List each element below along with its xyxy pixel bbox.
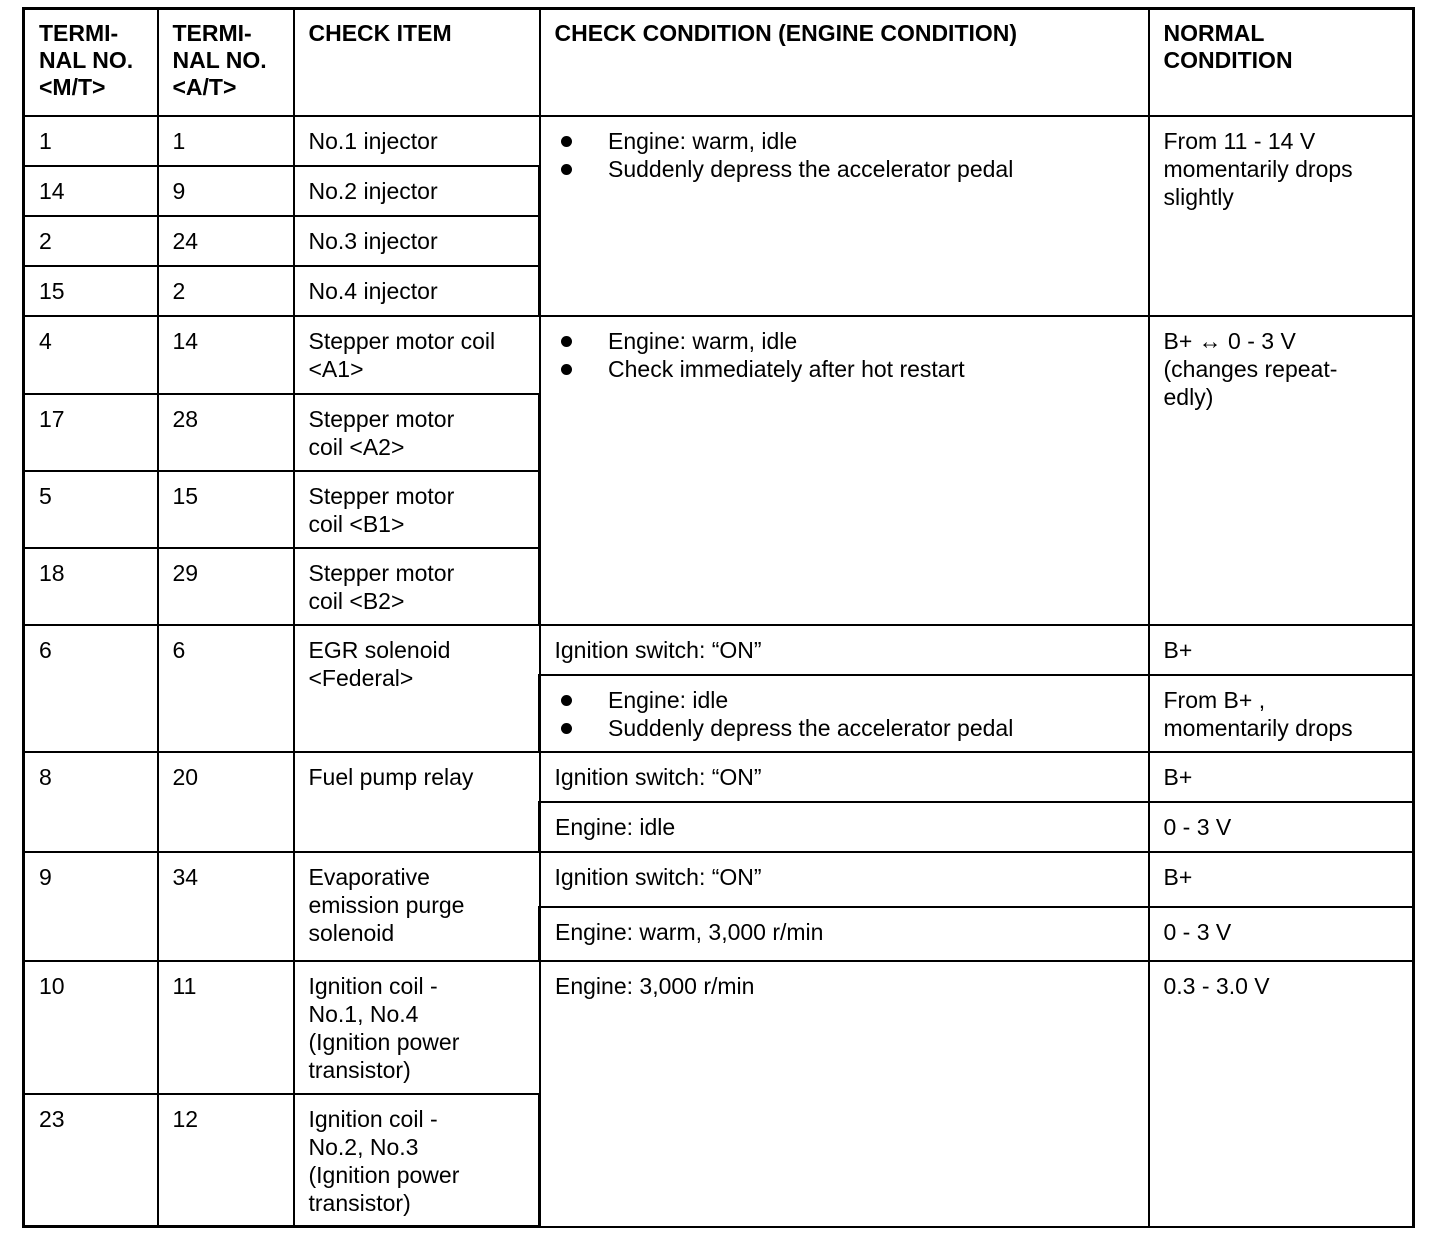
check-condition: Ignition switch: “ON” xyxy=(540,625,1149,675)
condition-bullet: Suddenly depress the accelerator pedal xyxy=(555,714,1134,742)
check-item: Evaporative emission purge solenoid xyxy=(294,852,540,961)
terminal-at: 1 xyxy=(158,116,294,166)
check-item: No.3 injector xyxy=(294,216,540,266)
check-item: No.2 injector xyxy=(294,166,540,216)
terminal-at: 14 xyxy=(158,316,294,394)
check-condition xyxy=(540,675,1149,752)
table-row xyxy=(24,852,1414,907)
check-condition: Ignition switch: “ON” xyxy=(540,852,1149,907)
check-item: Stepper motor coil <A2> xyxy=(294,394,540,471)
header-check-condition: CHECK CONDITION (ENGINE CONDITION) xyxy=(540,9,1149,116)
normal-condition: B+ xyxy=(1149,625,1414,675)
terminal-mt: 23 xyxy=(24,1094,158,1227)
terminal-at: 12 xyxy=(158,1094,294,1227)
header-terminal-mt: TERMI- NAL NO. <M/T> xyxy=(24,9,158,116)
terminal-at: 20 xyxy=(158,752,294,852)
check-item: Ignition coil - No.2, No.3 (Ignition power transistor) xyxy=(294,1094,540,1227)
header-row xyxy=(24,9,1414,116)
normal-condition: From 11 - 14 V momentarily drops slightly xyxy=(1149,116,1414,316)
normal-condition: 0.3 - 3.0 V xyxy=(1149,961,1414,1227)
terminal-mt: 4 xyxy=(24,316,158,394)
condition-bullet: Engine: warm, idle xyxy=(555,327,1134,355)
check-item: Stepper motor coil <A1> xyxy=(294,316,540,394)
normal-condition: From B+ , momentarily drops xyxy=(1149,675,1414,752)
terminal-at: 9 xyxy=(158,166,294,216)
terminal-at: 6 xyxy=(158,625,294,752)
terminal-mt: 17 xyxy=(24,394,158,471)
terminal-mt: 5 xyxy=(24,471,158,548)
table-row xyxy=(24,116,1414,166)
check-item: No.4 injector xyxy=(294,266,540,316)
check-item: Stepper motor coil <B2> xyxy=(294,548,540,625)
table-row xyxy=(24,961,1414,1094)
terminal-at: 2 xyxy=(158,266,294,316)
condition-bullet: Check immediately after hot restart xyxy=(555,355,1134,383)
terminal-at: 29 xyxy=(158,548,294,625)
check-item: Stepper motor coil <B1> xyxy=(294,471,540,548)
condition-bullet: Engine: idle xyxy=(555,686,1134,714)
check-condition: Engine: warm, 3,000 r/min xyxy=(540,907,1149,961)
normal-condition: B+ xyxy=(1149,752,1414,802)
terminal-mt: 9 xyxy=(24,852,158,961)
check-condition: Engine: idle xyxy=(540,802,1149,852)
terminal-mt: 10 xyxy=(24,961,158,1094)
table-row xyxy=(24,316,1414,394)
header-check-item: CHECK ITEM xyxy=(294,9,540,116)
check-item: EGR solenoid <Federal> xyxy=(294,625,540,752)
terminal-mt: 18 xyxy=(24,548,158,625)
check-item: Fuel pump relay xyxy=(294,752,540,852)
terminal-at: 11 xyxy=(158,961,294,1094)
terminal-mt: 15 xyxy=(24,266,158,316)
terminal-at: 28 xyxy=(158,394,294,471)
check-condition: Ignition switch: “ON” xyxy=(540,752,1149,802)
normal-condition: B+ xyxy=(1149,852,1414,907)
terminal-at: 34 xyxy=(158,852,294,961)
condition-bullet: Engine: warm, idle xyxy=(555,127,1134,155)
normal-condition: 0 - 3 V xyxy=(1149,802,1414,852)
table-row xyxy=(24,752,1414,802)
terminal-mt: 14 xyxy=(24,166,158,216)
check-item: No.1 injector xyxy=(294,116,540,166)
header-terminal-at: TERMI- NAL NO. <A/T> xyxy=(158,9,294,116)
normal-condition: B+ ↔ 0 - 3 V (changes repeat- edly) xyxy=(1149,316,1414,625)
check-condition xyxy=(540,116,1149,316)
table-row xyxy=(24,625,1414,675)
header-normal-condition: NORMAL CONDITION xyxy=(1149,9,1414,116)
condition-bullet: Suddenly depress the accelerator pedal xyxy=(555,155,1134,183)
terminal-at: 24 xyxy=(158,216,294,266)
terminal-mt: 2 xyxy=(24,216,158,266)
check-condition: Engine: 3,000 r/min xyxy=(540,961,1149,1227)
check-item: Ignition coil - No.1, No.4 (Ignition power transistor) xyxy=(294,961,540,1094)
terminal-check-table xyxy=(22,7,1415,1228)
terminal-mt: 8 xyxy=(24,752,158,852)
check-condition xyxy=(540,316,1149,625)
normal-condition: 0 - 3 V xyxy=(1149,907,1414,961)
terminal-at: 15 xyxy=(158,471,294,548)
terminal-mt: 6 xyxy=(24,625,158,752)
terminal-mt: 1 xyxy=(24,116,158,166)
